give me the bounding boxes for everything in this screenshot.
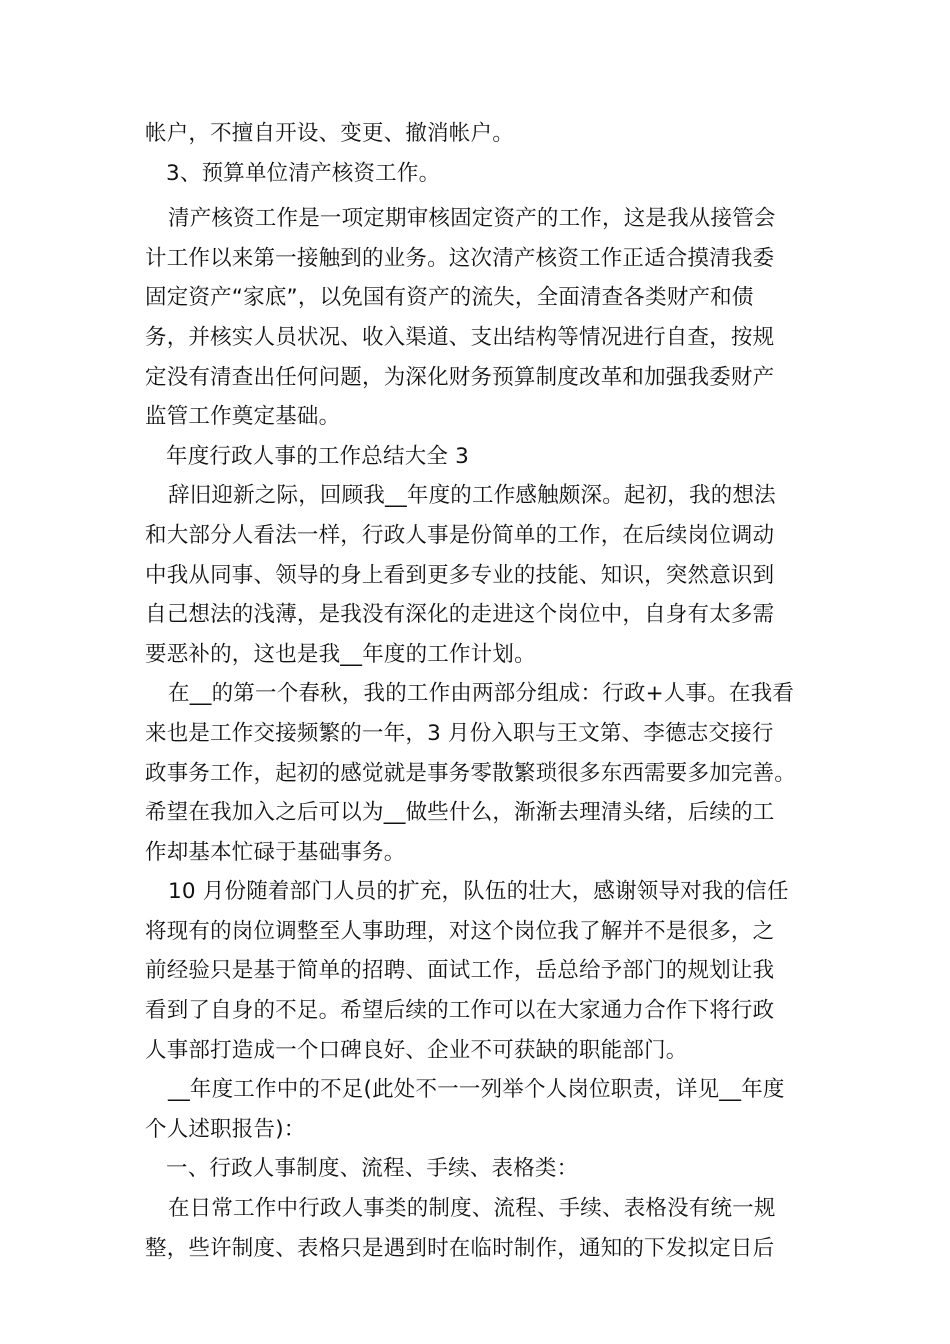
text-line: 个人述职报告)： xyxy=(145,1116,306,1142)
text-line: 在日常工作中行政人事类的制度、流程、手续、表格没有统一规 xyxy=(168,1196,776,1222)
text-line: 要恶补的，这也是我__年度的工作计划。 xyxy=(145,641,536,667)
text-line: 固定资产“家底”，以免国有资产的流失，全面清查各类财产和债 xyxy=(145,285,754,311)
text-line: 希望在我加入之后可以为__做些什么，渐渐去理清头绪，后续的工 xyxy=(145,800,775,826)
text-line: 监管工作奠定基础。 xyxy=(145,404,341,430)
text-line: 年度行政人事的工作总结大全 3 xyxy=(166,443,470,469)
text-line: 辞旧迎新之际，回顾我__年度的工作感触颇深。起初，我的想法 xyxy=(168,483,776,509)
text-line: 政事务工作，起初的感觉就是事务零散繁琐很多东西需要多加完善。 xyxy=(145,760,797,786)
document-body xyxy=(145,114,825,1268)
text-line: __年度工作中的不足(此处不一一列举个人岗位职责，详见__年度 xyxy=(168,1077,785,1103)
text-line: 看到了自身的不足。希望后续的工作可以在大家通力合作下将行政 xyxy=(145,998,775,1024)
text-line: 中我从同事、领导的身上看到更多专业的技能、知识，突然意识到 xyxy=(145,562,775,588)
text-line: 整，些许制度、表格只是遇到时在临时制作，通知的下发拟定日后 xyxy=(145,1235,775,1261)
text-line: 务，并核实人员状况、收入渠道、支出结构等情况进行自查，按规 xyxy=(145,324,775,350)
text-line: 一、行政人事制度、流程、手续、表格类： xyxy=(166,1156,579,1182)
text-line: 来也是工作交接频繁的一年，3 月份入职与王文第、李德志交接行 xyxy=(145,720,774,746)
text-line: 作却基本忙碌于基础事务。 xyxy=(145,839,406,865)
text-line: 清产核资工作是一项定期审核固定资产的工作，这是我从接管会 xyxy=(168,206,776,232)
text-line: 定没有清查出任何问题，为深化财务预算制度改革和加强我委财产 xyxy=(145,364,775,390)
text-line: 3、预算单位清产核资工作。 xyxy=(166,160,441,186)
text-line: 人事部打造成一个口碑良好、企业不可获缺的职能部门。 xyxy=(145,1037,688,1063)
text-line: 前经验只是基于简单的招聘、面试工作，岳总给予部门的规划让我 xyxy=(145,958,775,984)
text-line: 将现有的岗位调整至人事助理，对这个岗位我了解并不是很多，之 xyxy=(145,918,775,944)
text-line: 和大部分人看法一样，行政人事是份简单的工作，在后续岗位调动 xyxy=(145,522,775,548)
text-line: 自己想法的浅薄，是我没有深化的走进这个岗位中，自身有太多需 xyxy=(145,602,775,628)
text-line: 10 月份随着部门人员的扩充，队伍的壮大，感谢领导对我的信任 xyxy=(168,879,789,905)
text-line: 帐户，不擅自开设、变更、撤消帐户。 xyxy=(145,121,514,146)
text-line: 计工作以来第一接触到的业务。这次清产核资工作正适合摸清我委 xyxy=(145,245,775,271)
text-line: 在__的第一个春秋，我的工作由两部分组成：行政+人事。在我看 xyxy=(168,681,795,707)
